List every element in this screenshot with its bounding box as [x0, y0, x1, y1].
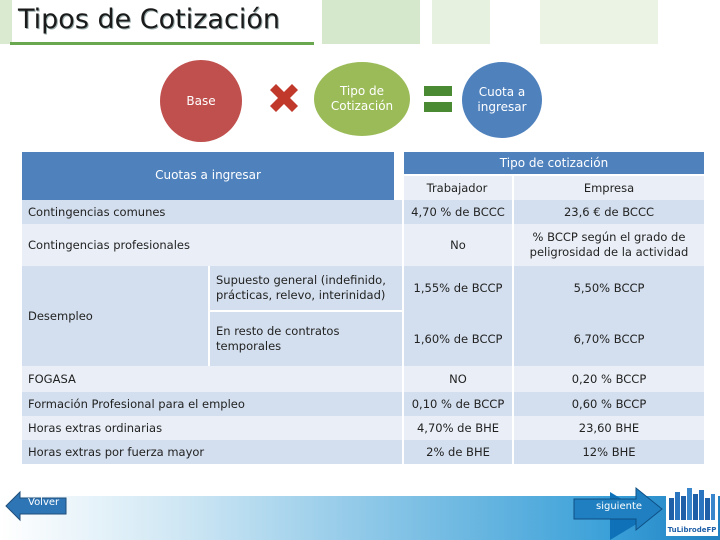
desempleo-resto-label: En resto de contratos temporales [216, 324, 340, 353]
siguiente-label: siguiente [596, 501, 643, 512]
cuota-circle [462, 62, 542, 138]
fuerza-trabajador: 2% de BHE [426, 444, 490, 459]
comunes-trabajador: 4,70 % de BCCC [411, 204, 505, 219]
tipo-cotizacion-circle [314, 62, 410, 136]
col-divider [208, 266, 210, 366]
left-header [22, 152, 394, 200]
logo [666, 484, 718, 536]
volver-label: Volver [28, 497, 60, 508]
formacion-empresa: 0,60 % BCCP [571, 396, 647, 411]
volver-button[interactable] [4, 489, 68, 523]
desempleo-resto-trabajador: 1,60% de BCCP [413, 331, 503, 346]
profesionales-trabajador: No [450, 237, 466, 252]
extras-empresa: 23,60 BHE [578, 420, 640, 435]
group-header-label: Tipo de cotización [499, 156, 609, 170]
row-label-extras: Horas extras ordinarias [28, 420, 163, 435]
col-trabajador: Trabajador [426, 180, 488, 195]
row-label-fuerza: Horas extras por fuerza mayor [28, 444, 205, 459]
fuerza-empresa: 12% BHE [582, 444, 636, 459]
tipo-label: Tipo de Cotización [330, 84, 394, 113]
extras-trabajador: 4,70% de BHE [416, 420, 500, 435]
desempleo-general-empresa: 5,50% BCCP [573, 280, 645, 295]
multiply-icon [266, 80, 302, 116]
group-header [404, 152, 704, 174]
row-label-desempleo: Desempleo [28, 308, 93, 323]
col-empresa: Empresa [583, 180, 635, 195]
formacion-trabajador: 0,10 % de BCCP [411, 396, 505, 411]
row-label-comunes: Contingencias comunes [28, 204, 166, 219]
desempleo-general-label: Supuesto general (indefinido, prácticas, relevo, interinidad) [216, 273, 386, 302]
desempleo-resto-empresa: 6,70% BCCP [573, 331, 645, 346]
logo-text: TuLibrodeFP [667, 526, 717, 534]
base-label: Base [186, 93, 216, 108]
equals-icon [424, 86, 452, 112]
page-title: Tipos de Cotización [18, 4, 280, 35]
siguiente-button[interactable] [572, 486, 664, 532]
cuota-label: Cuota a ingresar [477, 85, 527, 114]
comunes-empresa: 23,6 € de BCCC [563, 204, 655, 219]
fogasa-trabajador: NO [449, 371, 467, 386]
books-logo-icon [666, 484, 718, 522]
desempleo-general-trabajador: 1,55% de BCCP [413, 280, 503, 295]
profesionales-empresa: % BCCP según el grado de peligrosidad de la actividad [529, 230, 689, 259]
row-label-profesionales: Contingencias profesionales [28, 237, 190, 252]
row-label-fogasa: FOGASA [28, 371, 76, 386]
fogasa-empresa: 0,20 % BCCP [571, 371, 647, 386]
row-label-formacion: Formación Profesional para el empleo [28, 396, 245, 411]
left-header-label: Cuotas a ingresar [155, 168, 261, 182]
base-circle [160, 60, 242, 142]
